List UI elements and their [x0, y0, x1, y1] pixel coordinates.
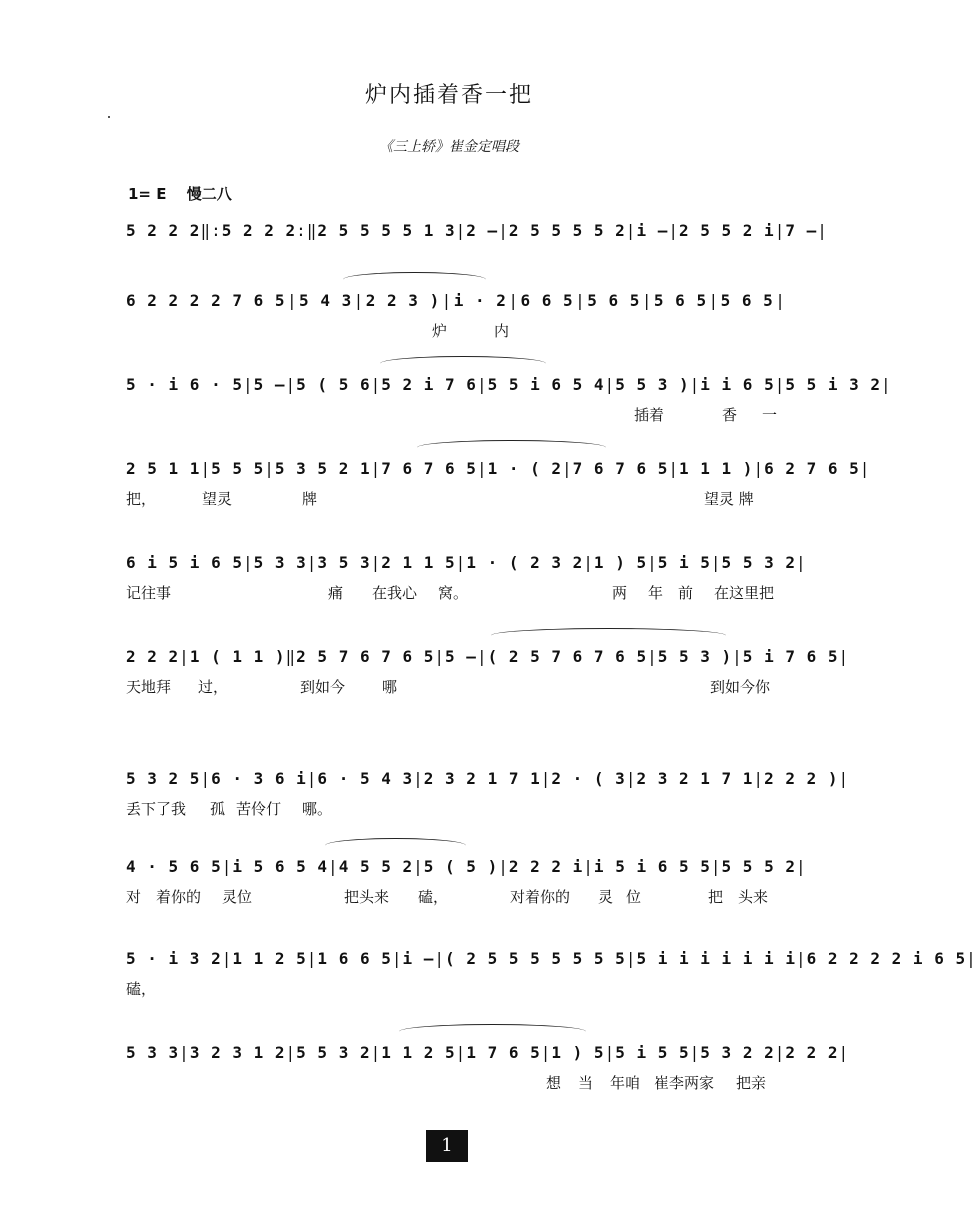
note-group: 4 5 5 2 — [338, 856, 414, 876]
barline: | — [306, 768, 318, 788]
barline: | — [641, 290, 653, 310]
note-group: i 5 6 5 4 — [232, 856, 329, 876]
barline: | — [413, 856, 424, 876]
barline: | — [370, 374, 382, 394]
key-and-tempo: 1= E 慢二八 — [128, 185, 232, 203]
note-line — [126, 764, 850, 792]
note-group: 1 7 6 5 — [466, 1042, 541, 1062]
lyric-text: 哪 — [382, 678, 398, 696]
note-group: 2 5 5 5 5 1 3 — [317, 220, 456, 240]
note-group: i — — [636, 220, 669, 240]
lyric-text: 插着 — [634, 406, 665, 424]
barline: | — [242, 552, 254, 572]
note-group: 5 i 7 6 5 — [742, 646, 839, 666]
note-group: 5 ( 5 6 — [296, 374, 371, 394]
barline: | — [179, 646, 190, 666]
note-group: 5 i 5 5 — [615, 1042, 690, 1062]
barline: | — [708, 290, 720, 310]
lyric-text: 年 — [648, 584, 664, 602]
barline: | — [859, 458, 871, 478]
lyric-text: 位 — [626, 888, 642, 906]
note-group: 2 2 2 — [126, 646, 180, 666]
barline: | — [838, 646, 850, 666]
note-group: 5 5 3 ) — [657, 646, 733, 666]
barline: | — [370, 552, 382, 572]
barline: | — [775, 290, 786, 310]
barline: | — [221, 948, 233, 968]
barline: | — [625, 220, 637, 240]
note-group: 1 6 6 5 — [317, 948, 392, 968]
barline: | — [441, 290, 453, 310]
lyric-text: 磕， — [418, 888, 449, 906]
barline: | — [200, 768, 212, 788]
barline: | — [434, 948, 446, 968]
barline: | — [732, 646, 743, 666]
barline: | — [391, 948, 403, 968]
barline: | — [604, 1042, 616, 1062]
note-group: ( 2 5 7 6 7 6 5 — [487, 646, 648, 666]
note-line — [126, 370, 892, 398]
note-group: 2 2 2 i — [508, 856, 584, 876]
lyric-text: 牌 — [302, 490, 318, 508]
barline: | — [753, 768, 765, 788]
lyric-text: 灵 — [598, 888, 614, 906]
barline: | — [498, 856, 509, 876]
slur-mark — [325, 838, 466, 853]
lyric-text: 灵位 — [222, 888, 253, 906]
barline: | — [434, 646, 446, 666]
barline: | — [413, 768, 424, 788]
lyric-text: 孤 — [210, 800, 226, 818]
note-group: 7 6 7 6 5 — [572, 458, 669, 478]
barline: | — [455, 1042, 467, 1062]
note-line — [126, 454, 871, 482]
note-group: 5 3 3 — [253, 552, 307, 572]
barline: | — [795, 856, 807, 876]
barline: | — [370, 1042, 382, 1062]
lyric-text: 痛 — [328, 584, 344, 602]
note-group: 6 · 3 6 i — [211, 768, 307, 788]
barline: | — [370, 458, 382, 478]
barline: | — [625, 948, 637, 968]
barline: | — [881, 374, 892, 394]
note-group: 1 · ( 2 — [487, 458, 563, 478]
lyric-text: 磕， — [126, 980, 157, 998]
lyric-text: 苦伶仃 — [236, 800, 282, 818]
note-group: 1 1 1 ) — [679, 458, 754, 478]
note-group: 2 5 5 5 5 2 — [508, 220, 626, 240]
note-group: 5 5 3 2 — [296, 1042, 371, 1062]
slur-mark — [491, 628, 726, 643]
note-group: 6 2 7 6 5 — [764, 458, 860, 478]
lyric-text: 丢下了我 — [126, 800, 187, 818]
note-group: 5 2 i 7 6 — [381, 374, 477, 394]
barline: | — [476, 646, 488, 666]
lyric-text: 望灵 — [202, 490, 233, 508]
barline: | — [774, 1042, 786, 1062]
note-group: 1 · ( 2 3 2 — [466, 552, 584, 572]
barline: | — [604, 374, 616, 394]
barline: | — [242, 374, 254, 394]
barline: :‖ — [296, 220, 318, 240]
barline: | — [647, 552, 658, 572]
note-group: 6 · 5 4 3 — [317, 768, 414, 788]
barline: | — [455, 220, 467, 240]
barline: | — [575, 290, 586, 310]
note-group: 5 i i i i i i i — [636, 948, 796, 968]
note-line — [126, 548, 807, 576]
note-group: 2 1 1 5 — [381, 552, 456, 572]
lyric-text: 着你的 — [156, 888, 202, 906]
note-group: 5 5 i 3 2 — [785, 374, 882, 394]
note-group: 4 · 5 6 5 — [126, 856, 222, 876]
lyric-text: 在我心 — [372, 584, 418, 602]
note-group: 5 5 3 2 — [721, 552, 796, 572]
note-group: 5 3 2 2 — [700, 1042, 775, 1062]
note-group: 5 5 5 2 — [721, 856, 796, 876]
lyric-text: 对着你的 — [510, 888, 571, 906]
lyric-text: 当 — [578, 1074, 594, 1092]
barline: | — [795, 552, 807, 572]
note-line — [126, 1038, 850, 1066]
song-title: 炉内插着香一把 — [364, 83, 533, 108]
barline: | — [179, 1042, 190, 1062]
note-group: 2 3 2 1 7 1 — [423, 768, 541, 788]
barline: | — [668, 220, 679, 240]
barline: | — [286, 290, 298, 310]
slur-mark — [399, 1024, 586, 1039]
note-group: 7 6 7 6 5 — [381, 458, 477, 478]
barline: | — [689, 1042, 701, 1062]
note-group: i i 6 5 — [700, 374, 775, 394]
song-subtitle: 《三上轿》崔金定唱段 — [379, 139, 519, 155]
note-group: i — — [402, 948, 435, 968]
lyric-text: 把 — [708, 888, 724, 906]
note-group: 3 2 3 1 2 — [189, 1042, 286, 1062]
lyric-text: 崔李两家 — [654, 1074, 715, 1092]
note-group: 5 — — [445, 646, 477, 666]
note-group: 5 i 5 — [657, 552, 711, 572]
note-group: 5 5 5 — [211, 458, 265, 478]
note-group: 5 6 5 — [587, 290, 641, 310]
barline: | — [583, 856, 594, 876]
note-group: 2 3 2 1 7 1 — [636, 768, 754, 788]
barline: | — [540, 768, 552, 788]
barline: | — [285, 1042, 297, 1062]
lyric-text: 记往事 — [126, 584, 172, 602]
barline: | — [795, 948, 807, 968]
barline: | — [838, 1042, 850, 1062]
note-group: 2 5 1 1 — [126, 458, 201, 478]
note-group: 5 — — [253, 374, 286, 394]
note-group: 2 · ( 3 — [551, 768, 626, 788]
note-group: 2 2 2 ) — [764, 768, 839, 788]
barline: ‖: — [200, 220, 222, 240]
lyric-text: 年咱 — [610, 1074, 641, 1092]
lyric-text: 香 — [722, 406, 738, 424]
barline: | — [774, 220, 786, 240]
note-group: 6 2 2 2 2 7 6 5 — [126, 290, 286, 310]
note-group: i 5 i 6 5 5 — [593, 856, 711, 876]
scan-speck — [108, 116, 110, 118]
note-group: 5 · i 3 2 — [126, 948, 222, 968]
note-group: 2 — — [466, 220, 499, 240]
note-group: 5 3 2 5 — [126, 768, 201, 788]
note-group: 1 1 2 5 — [381, 1042, 456, 1062]
barline: | — [353, 290, 365, 310]
barline: | — [966, 948, 977, 968]
barline: ‖ — [285, 646, 297, 666]
lyric-text: 过， — [198, 678, 229, 696]
barline: | — [668, 458, 679, 478]
lyric-text: 两 — [612, 584, 628, 602]
slur-mark — [380, 356, 546, 371]
note-group: 1 ) 5 — [551, 1042, 605, 1062]
barline: | — [647, 646, 658, 666]
lyric-text: 把头来 — [344, 888, 390, 906]
lyric-text: 内 — [494, 322, 510, 340]
note-group: 5 5 3 ) — [615, 374, 690, 394]
note-group: 5 · i 6 · 5 — [126, 374, 243, 394]
lyric-text: 到如今 — [300, 678, 346, 696]
note-group: 1 ( 1 1 ) — [189, 646, 286, 666]
note-line — [126, 642, 850, 670]
note-group: 5 6 5 — [720, 290, 774, 310]
note-line — [126, 286, 786, 314]
lyric-text: 头来 — [738, 888, 769, 906]
barline: | — [710, 856, 722, 876]
note-group: 5 2 2 2 — [126, 220, 201, 240]
note-group: 5 6 5 — [653, 290, 708, 310]
barline: | — [200, 458, 212, 478]
lyric-text: 把， — [126, 490, 157, 508]
lyric-text: 把亲 — [736, 1074, 767, 1092]
note-group: 3 5 3 — [317, 552, 371, 572]
note-group: 2 2 2 — [785, 1042, 839, 1062]
note-group: 1 ) 5 — [593, 552, 648, 572]
note-group: 5 5 i 6 5 4 — [487, 374, 605, 394]
barline: | — [455, 552, 467, 572]
barline: | — [498, 220, 509, 240]
note-group: 5 3 5 2 1 — [274, 458, 371, 478]
barline: | — [285, 374, 297, 394]
note-group: 5 ( 5 ) — [423, 856, 499, 876]
barline: | — [774, 374, 786, 394]
lyric-text: 哪。 — [302, 800, 333, 818]
lyric-text: 对 — [126, 888, 142, 906]
lyric-text: 望灵 牌 — [704, 490, 754, 508]
note-group: 6 i 5 i 6 5 — [126, 552, 243, 572]
barline: | — [264, 458, 275, 478]
barline: | — [562, 458, 573, 478]
slur-mark — [343, 272, 486, 287]
barline: | — [476, 374, 488, 394]
lyric-text: 到如今你 — [710, 678, 771, 696]
lyric-text: 天地拜 — [126, 678, 172, 696]
note-line — [126, 216, 828, 244]
lyric-text: 炉 — [432, 322, 448, 340]
note-group: 6 2 2 2 2 i 6 5 — [806, 948, 967, 968]
note-line — [126, 852, 807, 880]
note-line — [126, 944, 977, 972]
note-group: 5 4 3 — [299, 290, 353, 310]
lyric-text: 前 — [678, 584, 694, 602]
barline: | — [817, 220, 828, 240]
lyric-text: 一 — [762, 406, 778, 424]
barline: | — [689, 374, 701, 394]
barline: | — [306, 948, 318, 968]
lyric-text: 在这里把 — [714, 584, 775, 602]
barline: | — [328, 856, 339, 876]
barline: | — [753, 458, 765, 478]
note-group: 7 — — [785, 220, 818, 240]
barline: | — [508, 290, 520, 310]
barline: | — [838, 768, 850, 788]
lyric-text: 窝。 — [438, 584, 469, 602]
note-group: ( 2 5 5 5 5 5 5 5 — [445, 948, 626, 968]
note-group: 2 2 3 ) — [365, 290, 441, 310]
note-group: 5 3 3 — [126, 1042, 180, 1062]
page-number: 1 — [426, 1130, 468, 1162]
barline: | — [583, 552, 594, 572]
barline: | — [306, 552, 318, 572]
note-group: i · 2 — [453, 290, 507, 310]
note-group: 2 5 5 2 i — [678, 220, 775, 240]
barline: | — [476, 458, 488, 478]
note-group: 6 6 5 — [520, 290, 574, 310]
barline: | — [221, 856, 233, 876]
note-group: 1 1 2 5 — [232, 948, 307, 968]
lyric-text: 想 — [546, 1074, 562, 1092]
barline: | — [540, 1042, 552, 1062]
barline: | — [625, 768, 637, 788]
barline: | — [710, 552, 722, 572]
note-group: 5 2 2 2 — [221, 220, 297, 240]
note-group: 2 5 7 6 7 6 5 — [296, 646, 435, 666]
slur-mark — [417, 440, 606, 455]
